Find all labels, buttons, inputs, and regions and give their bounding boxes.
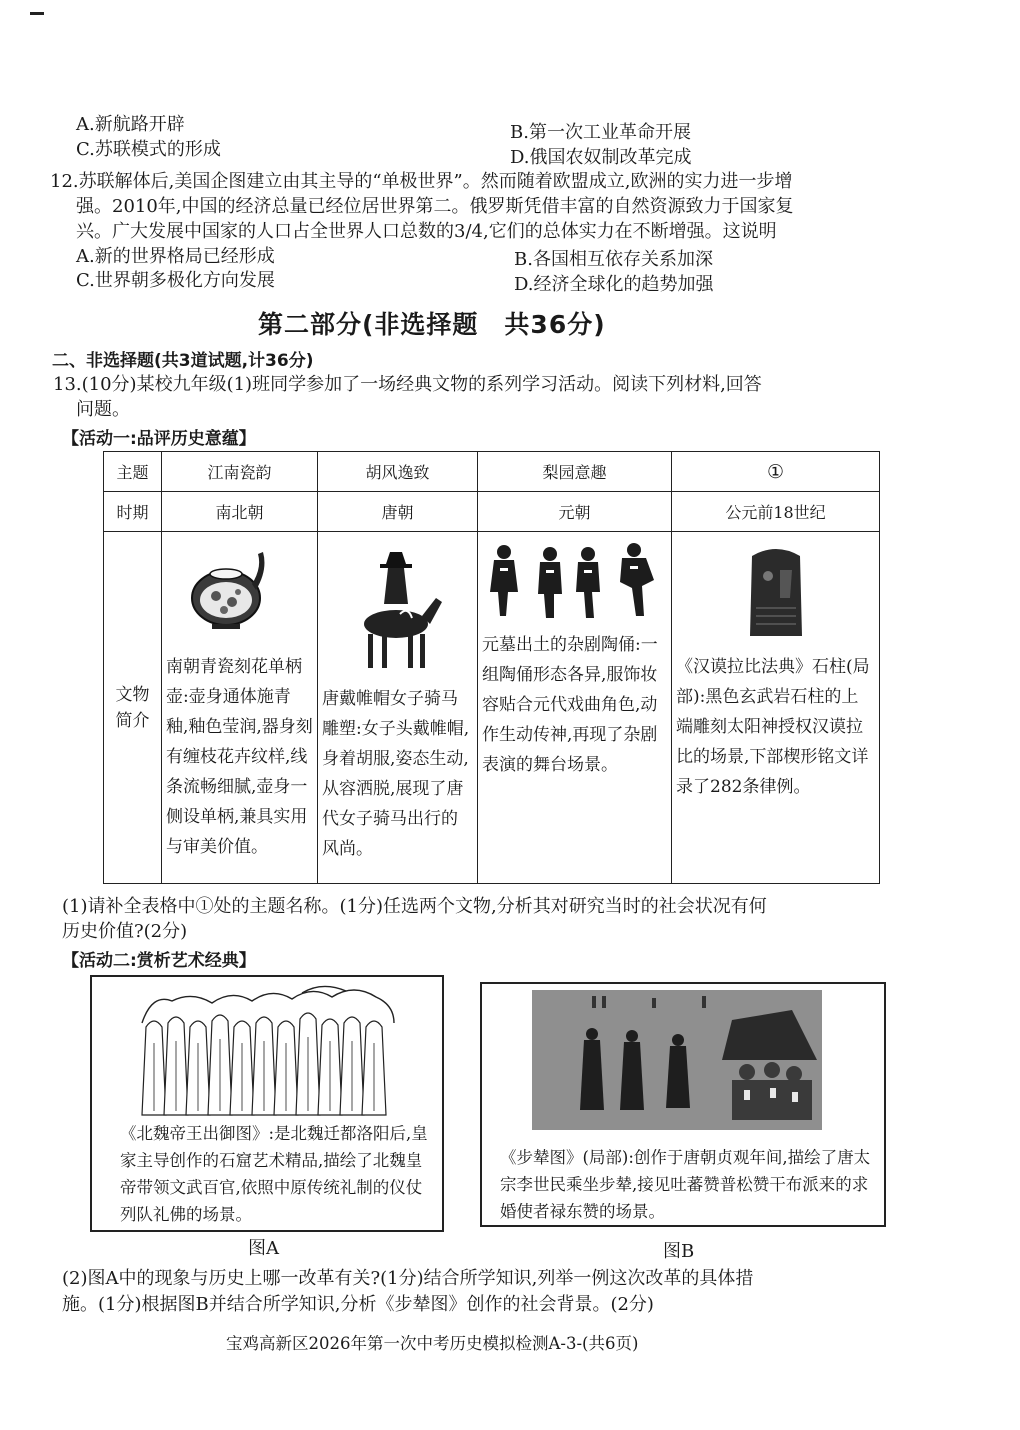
rider-description: 唐戴帷帽女子骑马雕塑:女子头戴帷帽,身着胡服,姿态生动,从容洒脱,展现了唐代女子骑马出行的风尚。 [322,689,470,859]
rider-statue-image [322,542,473,680]
activity2-heading: 【活动二:赏析艺术经典】 [62,951,256,971]
q11-option-b: B.第一次工业革命开展 [510,122,691,143]
intro-label-text: 文物简介 [115,684,150,731]
period-cell: 唐朝 [318,492,478,532]
theme-cell: 胡风逸致 [318,452,478,492]
stele-description: 《汉谟拉比法典》石柱(局部):黑色玄武岩石柱的上端雕刻太阳神授权汉谟拉比的场景,下部楔形铭文详录了282条律例。 [676,657,870,797]
q12-option-a: A.新的世界格局已经形成 [76,246,275,267]
procession-relief-image [132,983,402,1121]
q13-sub2-line1: (2)图A中的现象与历史上哪一改革有关?(1分)结合所学知识,列举一例这次改革的具体措 [62,1268,754,1289]
part2-title: 第二部分(非选择题 共36分) [258,310,606,339]
figurines-description: 元墓出土的杂剧陶俑:一组陶俑形态各异,服饰妆容贴合元代戏曲角色,动作生动传神,再现了杂剧表演的舞台场景。 [482,635,658,775]
celadon-description: 南朝青瓷刻花单柄壶:壶身通体施青釉,釉色莹润,器身刻有缠枝花卉纹样,线条流畅细腻,壶身一侧设单柄,兼具实用与审美价值。 [166,657,313,857]
figure-a-label: 图A [248,1238,279,1259]
section-heading: 二、非选择题(共3道试题,计36分) [52,351,314,371]
figure-a-caption: 《北魏帝王出御图》:是北魏迁都洛阳后,皇家主导创作的石窟艺术精品,描绘了北魏皇帝带领文武百官,依照中原传统礼制的仪仗列队礼佛的场景。 [120,1124,428,1224]
q12-stem-line3: 兴。广大发展中国家的人口占全世界人口总数的3/4,它们的总体实力在不断增强。这说明 [76,221,777,242]
period-label: 时期 [104,492,162,532]
relic-cell-stele [672,532,880,884]
q13-stem-line1: 13.(10分)某校九年级(1)班同学参加了一场经典文物的系列学习活动。阅读下列材料,回答 [53,374,762,395]
q13-sub1-line2: 历史价值?(2分) [62,921,188,942]
relic-cell-celadon [162,532,318,884]
q13-sub1-line1: (1)请补全表格中①处的主题名称。(1分)任选两个文物,分析其对研究当时的社会状况有何 [62,896,767,917]
theme-cell: 梨园意趣 [478,452,672,492]
q12-option-d: D.经济全球化的趋势加强 [514,274,714,295]
q12-stem-line1: 12.苏联解体后,美国企图建立由其主导的“单极世界”。然而随着欧盟成立,欧洲的实力进一步增 [50,171,793,192]
q11-option-a: A.新航路开辟 [76,114,185,135]
relic-cell-figurines [478,532,672,884]
figure-b-box [480,982,886,1227]
q12-stem-line2: 强。2010年,中国的经济总量已经位居世界第二。俄罗斯凭借丰富的自然资源致力于国家复 [76,196,794,217]
relics-table [103,451,880,884]
q11-option-d: D.俄国农奴制改革完成 [510,147,692,168]
theme-cell-blank: ① [672,452,880,492]
q11-option-c: C.苏联模式的形成 [76,139,221,160]
period-cell: 公元前18世纪 [672,492,880,532]
hammurabi-stele-image [676,542,875,640]
theme-label: 主题 [104,452,162,492]
q12-option-c: C.世界朝多极化方向发展 [76,270,275,291]
theme-cell: 江南瓷韵 [162,452,318,492]
relic-cell-rider [318,532,478,884]
page-footer: 宝鸡高新区2026年第一次中考历史模拟检测A-3-(共6页) [226,1334,639,1353]
intro-label [104,532,162,884]
period-cell: 元朝 [478,492,672,532]
theme-row [104,452,880,492]
intro-row [104,532,880,884]
figure-a-box [90,975,444,1232]
figure-b-label: 图B [663,1241,695,1262]
figure-b-caption: 《步辇图》(局部):创作于唐朝贞观年间,描绘了唐太宗李世民乘坐步辇,接见吐蕃赞普松赞干布派来的求婚使者禄东赞的场景。 [500,1148,871,1221]
celadon-pot-image [166,540,313,650]
q13-stem-line2: 问题。 [76,399,130,420]
q12-option-b: B.各国相互依存关系加深 [514,249,713,270]
corner-mark [30,12,44,15]
opera-figurines-image [482,540,667,622]
period-row [104,492,880,532]
period-cell: 南北朝 [162,492,318,532]
bunian-painting-image [532,990,822,1130]
q13-sub2-line2: 施。(1分)根据图B并结合所学知识,分析《步辇图》创作的社会背景。(2分) [62,1294,654,1315]
activity1-heading: 【活动一:品评历史意蕴】 [62,429,256,449]
